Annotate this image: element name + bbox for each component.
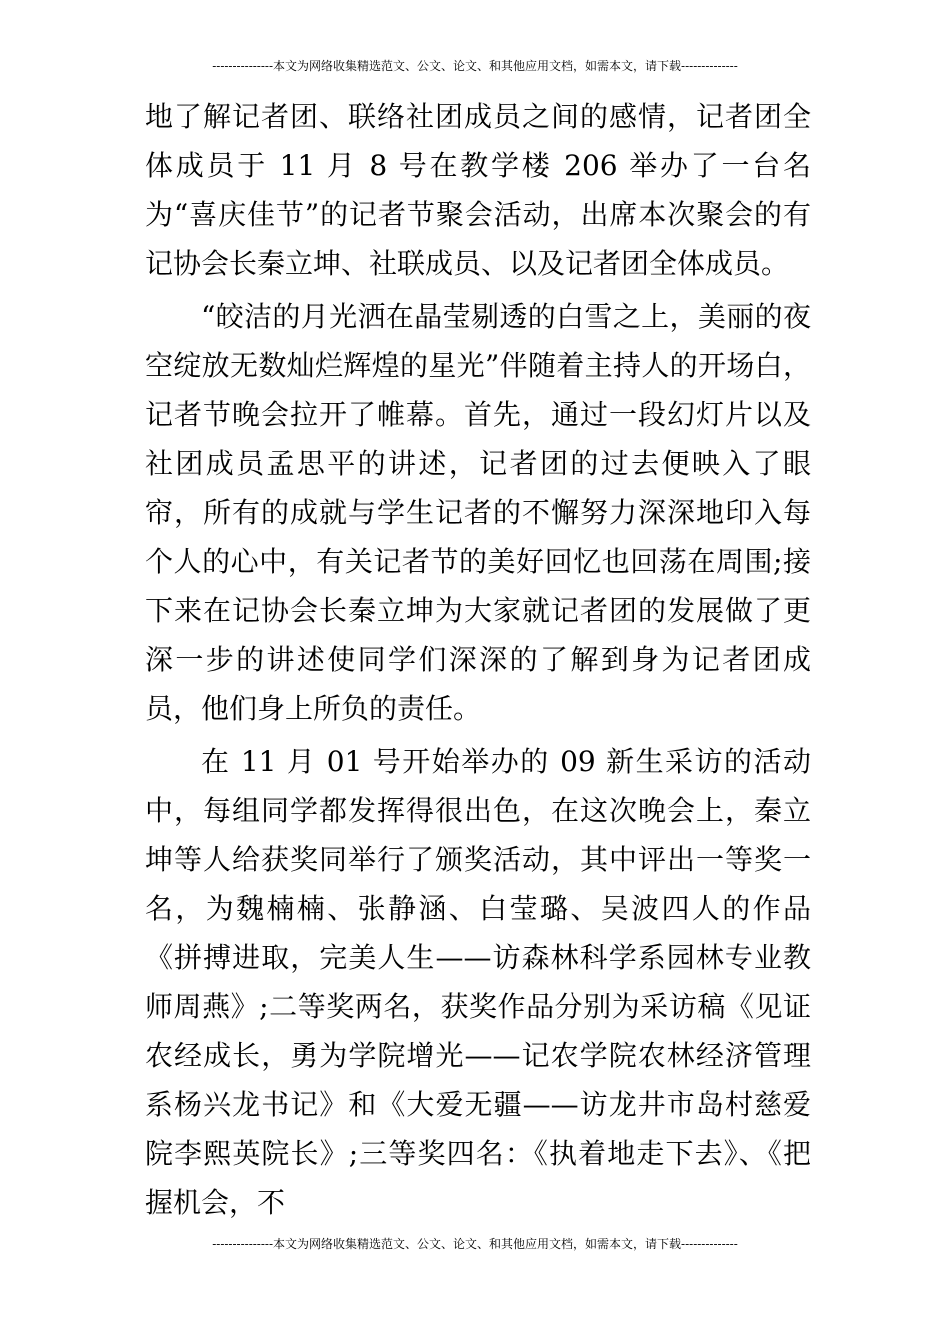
page-header: ---------------本文为网络收集精选范文、公文、论文、和其他应用文档，如需本文，请下载-------------- xyxy=(212,59,738,73)
page-footer: ---------------本文为网络收集精选范文、公文、论文、和其他应用文档，如需本文，请下载-------------- xyxy=(212,1237,738,1251)
paragraph-3: 在 11 月 01 号开始举办的 09 新生采访的活动中，每组同学都发挥得很出色，在这次晚会上，秦立坤等人给获奖同举行了颁奖活动，其中评出一等奖一名，为魏楠楠、张静涵、白莹璐、吴波四人的作品《拼搏进取，完美人生——访森林科学系园林专业教师周燕》;二等奖两名，获奖作品分别为采访稿《见证农经成长，勇为学院增光——记农学院农林经济管理系杨兴龙书记》和《大爱无疆——访龙井市岛村慈爱院李熙英院长》;三等奖四名：《执着地走下去》、《把握机会，不 xyxy=(145,745,811,1219)
paragraph-1: 地了解记者团、联络社团成员之间的感情，记者团全体成员于 11 月 8 号在教学楼 206 举办了一台名为“喜庆佳节”的记者节聚会活动，出席本次聚会的有记协会长秦立坤、社联成员、以及记者团全体成员。 xyxy=(145,100,811,280)
paragraph-2: “皎洁的月光洒在晶莹剔透的白雪之上，美丽的夜空绽放无数灿烂辉煌的星光”伴随着主持人的开场白，记者节晚会拉开了帷幕。首先，通过一段幻灯片以及社团成员孟思平的讲述，记者团的过去便映入了眼帘，所有的成就与学生记者的不懈努力深深地印入每个人的心中，有关记者节的美好回忆也回荡在周围;接下来在记协会长秦立坤为大家就记者团的发展做了更深一步的讲述使同学们深深的了解到身为记者团成员，他们身上所负的责任。 xyxy=(145,300,811,725)
document-body xyxy=(145,92,811,1227)
